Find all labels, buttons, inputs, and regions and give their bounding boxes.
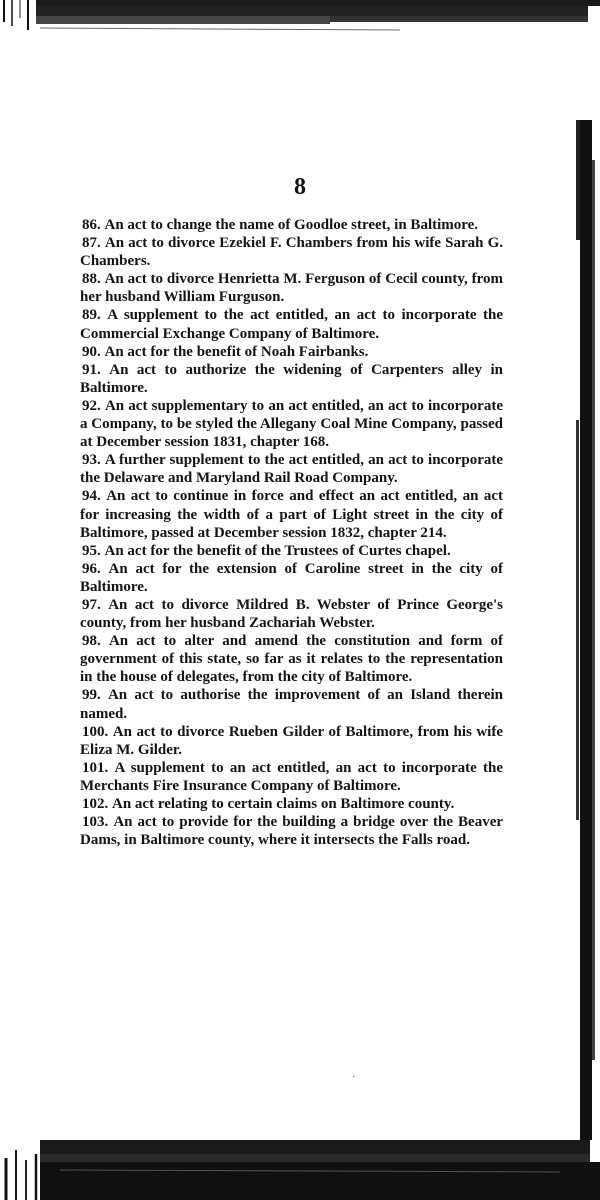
act-text: A supplement to the act entitled, an act to incorporate the Commercial Exchange Company of Baltimore. xyxy=(80,307,504,342)
act-text: An act to change the name of Goodloe street, in Baltimore. xyxy=(104,217,479,233)
act-number: 93. xyxy=(82,452,101,469)
act-text: An act to authorize the widening of Carpenters alley in Baltimore. xyxy=(80,361,504,396)
stray-mark: · xyxy=(352,1072,356,1083)
act-entry xyxy=(80,686,503,722)
scan-bottom-border xyxy=(0,1140,600,1200)
act-text: An act to divorce Rueben Gilder of Baltimore, from his wife Eliza M. Gilder. xyxy=(80,723,503,758)
act-number: 95. xyxy=(82,542,101,559)
act-number: 103. xyxy=(82,814,109,831)
act-entry xyxy=(80,270,503,306)
act-entry xyxy=(80,596,503,632)
act-number: 94. xyxy=(82,488,101,505)
scan-top-border xyxy=(0,0,600,40)
act-number: 87. xyxy=(82,235,101,252)
act-number: 88. xyxy=(82,271,101,288)
scan-right-edge xyxy=(572,120,600,1140)
act-entry xyxy=(80,723,503,759)
act-entry xyxy=(80,759,503,795)
act-number: 89. xyxy=(82,307,101,324)
act-entry xyxy=(80,234,503,270)
act-entry xyxy=(80,343,503,361)
act-text: An act for the benefit of the Trustees of Curtes chapel. xyxy=(104,542,451,559)
act-number: 99. xyxy=(82,687,101,704)
act-entry xyxy=(80,361,503,397)
act-text: An act to divorce Mildred B. Webster of Prince George's county, from her husband Zachariah Webster. xyxy=(80,596,503,632)
act-text: An act supplementary to an act entitled, an act to incorporate a Company, to be styled the Allegany Coal Mine Company, passed at December session 1831, chapter 168. xyxy=(80,397,503,451)
act-text: An act to alter and amend the constitution and form of government of this state, so far as it relates to the representation in the house of delegates, from the city of Baltimore. xyxy=(80,633,504,686)
act-number: 96. xyxy=(82,560,101,577)
act-text: An act for the extension of Caroline street in the city of Baltimore. xyxy=(80,560,503,595)
act-entry xyxy=(80,632,503,686)
act-text: A further supplement to the act entitled, an act to incorporate the Delaware and Maryland Rail Road Company. xyxy=(80,452,504,487)
act-text: An act to continue in force and effect an act entitled, an act for increasing the width of a part of Light street in the city of Baltimore, passed at December session 1832, chapter 214. xyxy=(80,488,504,541)
act-number: 102. xyxy=(82,796,109,812)
act-text: An act to authorise the improvement of an Island therein named. xyxy=(80,687,503,722)
act-text: An act to divorce Henrietta M. Ferguson of Cecil county, from her husband William Furguson. xyxy=(80,271,504,306)
act-number: 101. xyxy=(82,759,109,776)
act-text: An act to divorce Ezekiel F. Chambers from his wife Sarah G. Chambers. xyxy=(80,235,504,270)
act-entry xyxy=(80,451,503,487)
act-number: 97. xyxy=(82,596,101,613)
act-number: 86. xyxy=(82,217,101,233)
act-number: 91. xyxy=(82,361,101,378)
act-number: 100. xyxy=(82,723,109,740)
act-text: An act relating to certain claims on Baltimore county. xyxy=(112,796,455,812)
act-entry xyxy=(80,813,503,849)
act-entry xyxy=(80,487,503,541)
act-entry xyxy=(80,306,503,342)
act-entry xyxy=(80,560,503,596)
page-number: 8 xyxy=(294,174,306,200)
act-entry xyxy=(80,397,503,451)
act-text: A supplement to an act entitled, an act to incorporate the Merchants Fire Insurance Company of Baltimore. xyxy=(80,759,503,794)
act-number: 98. xyxy=(82,633,101,650)
act-entry xyxy=(80,216,503,234)
act-list xyxy=(80,216,503,849)
act-entry xyxy=(80,542,503,560)
act-number: 92. xyxy=(82,397,101,414)
act-text: An act for the benefit of Noah Fairbanks. xyxy=(104,343,369,360)
act-text: An act to provide for the building a bridge over the Beaver Dams, in Baltimore county, where it intersects the Falls road. xyxy=(80,814,504,849)
act-number: 90. xyxy=(82,343,101,360)
act-entry xyxy=(80,795,503,813)
